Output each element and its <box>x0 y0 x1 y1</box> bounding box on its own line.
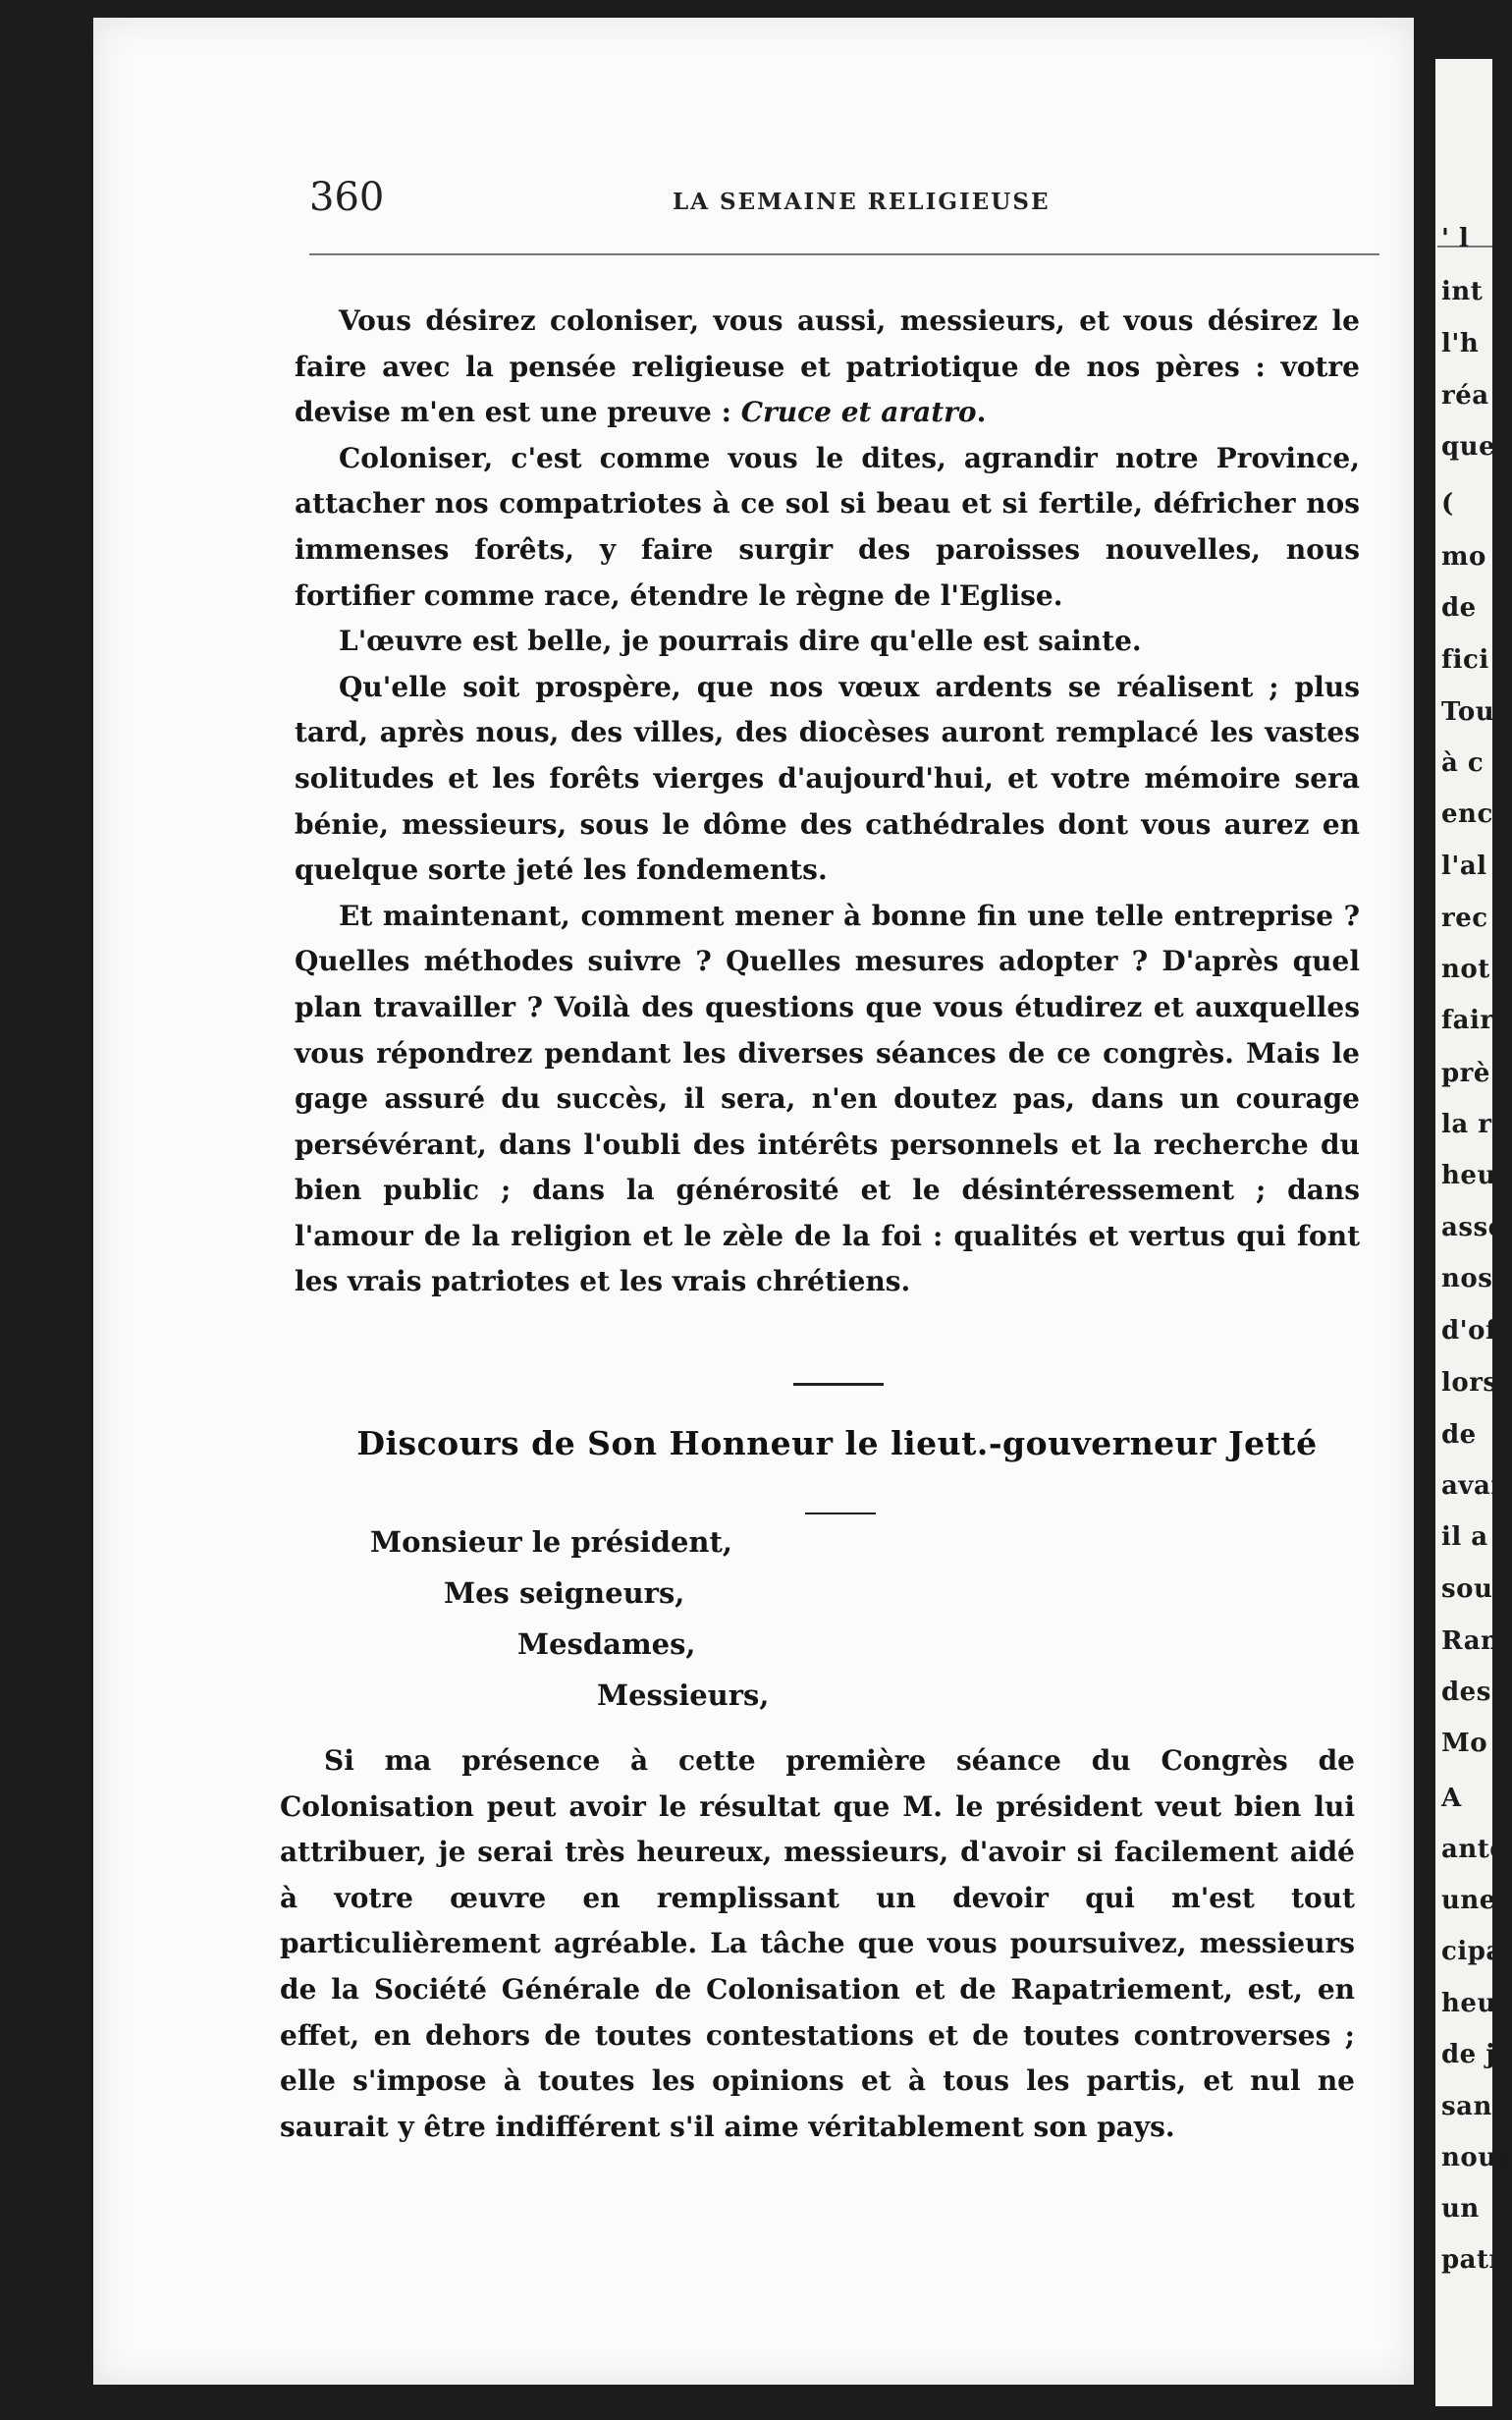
adjacent-page-text-fragment: la r <box>1441 1110 1492 1139</box>
adjacent-page-text-fragment: fair <box>1441 1006 1494 1035</box>
adjacent-page-text-fragment: un <box>1441 2194 1480 2224</box>
adjacent-page-text-fragment: l'h <box>1441 329 1480 358</box>
adjacent-page-text-fragment: que <box>1441 432 1496 462</box>
paragraph: Coloniser, c'est comme vous le dites, agrandir notre Province, attacher nos compatriotes à ce sol si beau et si fertile, défricher nos immenses forêts, y faire surgir des paroisses nouvelles, nous fortifier comme race, étendre le règne de l'Eglise. <box>295 441 1360 612</box>
adjacent-page-text-fragment: mo <box>1441 542 1486 572</box>
paragraph: Vous désirez coloniser, vous aussi, messieurs, et vous désirez le faire avec la pensée religieuse et patriotique de nos pères : votre devise m'en est une preuve : Cruce et aratro. <box>295 304 1360 429</box>
adjacent-page-text-fragment: fici <box>1441 645 1489 675</box>
adjacent-page-text-fragment: nous <box>1441 2143 1512 2172</box>
running-title: LA SEMAINE RELIGIEUSE <box>673 189 1051 215</box>
paragraph: Et maintenant, comment mener à bonne fin une telle entreprise ? Quelles méthodes suivre ? Quelles mesures adopter ? D'après quel plan travailler ? Voilà des questions que vous étudirez et auxquelles vous répondrez pendant les diverses séances de ce congrès. Mais le gage assuré du succès, il sera, n'en doutez pas, dans un courage persévérant, dans l'oubli des intérêts personnels et la recherche du bien public ; dans la générosité et le désintéressement ; dans l'amour de la religion et le zèle de la foi : qualités et vertus qui font les vrais patriotes et les vrais chrétiens. <box>295 899 1360 1298</box>
adjacent-page-text-fragment: lors <box>1441 1368 1498 1398</box>
adjacent-page-text-fragment: cipa <box>1441 1937 1503 1966</box>
adjacent-page-text-fragment: sana <box>1441 2092 1510 2121</box>
adjacent-page-text-fragment: Ran <box>1441 1626 1500 1656</box>
adjacent-page-text-fragment: réa <box>1441 381 1489 411</box>
paragraph: Qu'elle soit prospère, que nos vœux ardents se réalisent ; plus tard, après nous, des villes, des diocèses auront remplacé les vastes solitudes et les forêts vierges d'aujourd'hui, et votre mémoire sera bénie, messieurs, sous le dôme des cathédrales dont vous aurez en quelque sorte jeté les fondements. <box>295 670 1360 887</box>
page-header <box>309 175 1379 234</box>
adjacent-page-text-fragment: de j <box>1441 2040 1496 2069</box>
body-text-part-1 <box>295 299 1360 1305</box>
adjacent-page-text-fragment: heu <box>1441 1161 1496 1190</box>
adjacent-page-text-fragment: l'al <box>1441 852 1487 881</box>
adjacent-page-text-fragment: heu <box>1441 1989 1496 2018</box>
section-divider-bottom <box>805 1512 876 1514</box>
adjacent-page-text-fragment: de <box>1441 593 1477 623</box>
page-number: 360 <box>309 175 385 220</box>
adjacent-page-text-fragment: des <box>1441 1678 1491 1707</box>
salutation-line: Messieurs, <box>597 1678 770 1712</box>
header-rule <box>309 253 1379 255</box>
adjacent-page-text-fragment: ante <box>1441 1835 1507 1864</box>
adjacent-page-text-fragment: de <box>1441 1420 1477 1450</box>
adjacent-page-text-fragment: à c <box>1441 748 1485 778</box>
paragraph: Si ma présence à cette première séance du Congrès de Colonisation peut avoir le résultat que M. le président veut bien lui attribuer, je serai très heureux, messieurs, d'avoir si facilement aidé à votre œuvre en remplissant un devoir qui m'est tout particulièrement agréable. La tâche que vous poursuivez, messieurs de la Société Générale de Colonisation et de Rapatriement, est, en effet, en dehors de toutes contestations et de toutes controverses ; elle s'impose à toutes les opinions et à tous les partis, et nul ne saurait y être indifférent s'il aime véritablement son pays. <box>280 1744 1355 2143</box>
adjacent-page-text-fragment: Mo <box>1441 1729 1488 1758</box>
adjacent-page-text-fragment: prè <box>1441 1059 1490 1088</box>
motto: Cruce et aratro <box>740 396 977 429</box>
adjacent-page-text-fragment: une <box>1441 1886 1496 1915</box>
adjacent-page-text-fragment: rec <box>1441 904 1488 933</box>
adjacent-page-text-fragment: nos <box>1441 1264 1493 1293</box>
adjacent-page-text-fragment: int <box>1441 277 1484 306</box>
salutation-line: Monsieur le président, <box>370 1525 732 1559</box>
adjacent-page-text-fragment: A <box>1441 1784 1462 1813</box>
salutation-line: Mes seigneurs, <box>444 1576 685 1610</box>
adjacent-page-text-fragment: not <box>1441 955 1490 984</box>
adjacent-page-strip <box>1435 59 1512 2406</box>
paragraph: L'œuvre est belle, je pourrais dire qu'elle est sainte. <box>339 625 1142 658</box>
adjacent-page-text-fragment: ' l <box>1441 224 1470 253</box>
section-title: Discours de Son Honneur le lieut.-gouverneur Jetté <box>356 1424 1318 1462</box>
adjacent-page-text-fragment: enc <box>1441 799 1493 829</box>
adjacent-page-text-fragment: patr <box>1441 2245 1503 2275</box>
adjacent-page-text-fragment: sou <box>1441 1574 1493 1604</box>
adjacent-page-text-fragment: Tou <box>1441 697 1495 727</box>
adjacent-page-text-fragment: d'of <box>1441 1316 1497 1346</box>
body-text-part-2 <box>280 1738 1355 2150</box>
adjacent-page-text-fragment: avai <box>1441 1471 1501 1501</box>
salutation-line: Mesdames, <box>517 1627 696 1661</box>
adjacent-page-text-fragment: il a <box>1441 1522 1488 1552</box>
adjacent-page-text-fragment: asse <box>1441 1213 1505 1242</box>
section-divider-top <box>793 1383 884 1386</box>
adjacent-page-text-fragment: ( <box>1441 489 1454 519</box>
